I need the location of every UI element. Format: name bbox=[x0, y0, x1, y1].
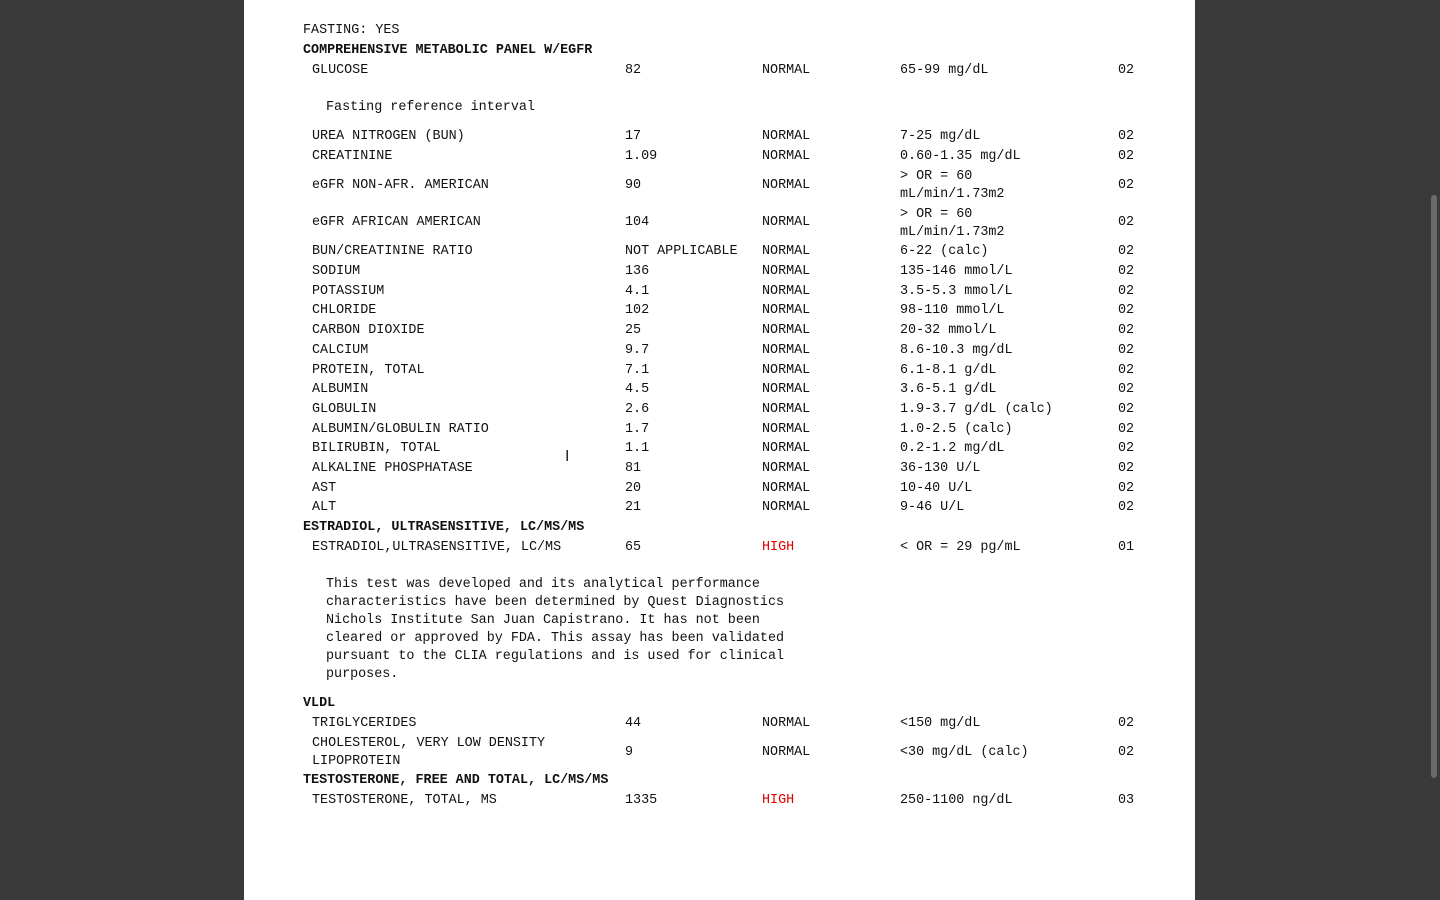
test-flag: NORMAL bbox=[762, 149, 811, 164]
test-value: 82 bbox=[625, 63, 642, 78]
test-flag: NORMAL bbox=[762, 343, 811, 358]
test-flag: NORMAL bbox=[762, 422, 811, 437]
reference-range: 20-32 mmol/L bbox=[900, 323, 997, 338]
lab-code: 02 bbox=[1118, 303, 1135, 318]
reference-range: 6-22 (calc) bbox=[900, 244, 989, 259]
test-name: BUN/CREATININE RATIO bbox=[312, 244, 473, 259]
test-name: CARBON DIOXIDE bbox=[312, 323, 425, 338]
test-name: CHLORIDE bbox=[312, 303, 377, 318]
test-value: NOT APPLICABLE bbox=[625, 244, 738, 259]
text-cursor-icon: I bbox=[565, 447, 570, 465]
test-flag: NORMAL bbox=[762, 745, 811, 760]
reference-range: 0.2-1.2 mg/dL bbox=[900, 441, 1005, 456]
lab-code: 02 bbox=[1118, 461, 1135, 476]
reference-range: 65-99 mg/dL bbox=[900, 63, 989, 78]
lab-code: 02 bbox=[1118, 716, 1135, 731]
note-line: purposes. bbox=[326, 667, 399, 682]
test-value: 2.6 bbox=[625, 402, 650, 417]
test-name: BILIRUBIN, TOTAL bbox=[312, 441, 441, 456]
test-flag: NORMAL bbox=[762, 500, 811, 515]
section-title-estradiol: ESTRADIOL, ULTRASENSITIVE, LC/MS/MS bbox=[303, 520, 585, 535]
test-value: 9.7 bbox=[625, 343, 650, 358]
reference-range: 6.1-8.1 g/dL bbox=[900, 363, 997, 378]
test-flag: NORMAL bbox=[762, 215, 811, 230]
vertical-scrollbar[interactable] bbox=[1431, 195, 1437, 778]
test-name: GLOBULIN bbox=[312, 402, 377, 417]
test-value: 1.7 bbox=[625, 422, 650, 437]
reference-range: 1.9-3.7 g/dL (calc) bbox=[900, 402, 1053, 417]
lab-code: 02 bbox=[1118, 363, 1135, 378]
note-line: cleared or approved by FDA. This assay has been validated bbox=[326, 631, 785, 646]
reference-range: 135-146 mmol/L bbox=[900, 264, 1013, 279]
test-flag: NORMAL bbox=[762, 402, 811, 417]
lab-code: 02 bbox=[1118, 284, 1135, 299]
lab-code: 02 bbox=[1118, 264, 1135, 279]
test-name: ALBUMIN bbox=[312, 382, 369, 397]
test-flag: NORMAL bbox=[762, 363, 811, 378]
test-flag: NORMAL bbox=[762, 441, 811, 456]
test-flag: NORMAL bbox=[762, 716, 811, 731]
test-flag: NORMAL bbox=[762, 382, 811, 397]
test-flag: NORMAL bbox=[762, 63, 811, 78]
reference-range: 0.60-1.35 mg/dL bbox=[900, 149, 1021, 164]
section-title-testosterone: TESTOSTERONE, FREE AND TOTAL, LC/MS/MS bbox=[303, 773, 609, 788]
document-page bbox=[244, 0, 1195, 900]
section-title-vldl: VLDL bbox=[303, 696, 336, 711]
lab-code: 03 bbox=[1118, 793, 1135, 808]
lab-code: 02 bbox=[1118, 402, 1135, 417]
test-name: ESTRADIOL,ULTRASENSITIVE, LC/MS bbox=[312, 540, 562, 555]
reference-range: > OR = 60 bbox=[900, 169, 973, 184]
test-value: 17 bbox=[625, 129, 642, 144]
note-line: This test was developed and its analytical performance bbox=[326, 577, 760, 592]
test-flag: NORMAL bbox=[762, 323, 811, 338]
lab-code: 02 bbox=[1118, 382, 1135, 397]
reference-range: 36-130 U/L bbox=[900, 461, 981, 476]
lab-code: 02 bbox=[1118, 244, 1135, 259]
section-title-cmp: COMPREHENSIVE METABOLIC PANEL W/EGFR bbox=[303, 43, 593, 58]
note-line: pursuant to the CLIA regulations and is used for clinical bbox=[326, 649, 785, 664]
test-flag: NORMAL bbox=[762, 178, 811, 193]
test-name: CREATININE bbox=[312, 149, 393, 164]
test-flag: NORMAL bbox=[762, 461, 811, 476]
test-name: TRIGLYCERIDES bbox=[312, 716, 417, 731]
test-value: 81 bbox=[625, 461, 642, 476]
lab-code: 02 bbox=[1118, 500, 1135, 515]
test-name: PROTEIN, TOTAL bbox=[312, 363, 425, 378]
test-flag: NORMAL bbox=[762, 264, 811, 279]
reference-range: 1.0-2.5 (calc) bbox=[900, 422, 1013, 437]
reference-range: > OR = 60 bbox=[900, 207, 973, 222]
lab-code: 02 bbox=[1118, 63, 1135, 78]
lab-code: 02 bbox=[1118, 441, 1135, 456]
reference-range: < OR = 29 pg/mL bbox=[900, 540, 1021, 555]
test-value: 4.5 bbox=[625, 382, 650, 397]
test-name: AST bbox=[312, 481, 337, 496]
reference-range: <30 mg/dL (calc) bbox=[900, 745, 1029, 760]
lab-code: 02 bbox=[1118, 129, 1135, 144]
test-name: GLUCOSE bbox=[312, 63, 369, 78]
test-value: 44 bbox=[625, 716, 642, 731]
reference-range-cont: mL/min/1.73m2 bbox=[900, 225, 1005, 240]
reference-range: 9-46 U/L bbox=[900, 500, 965, 515]
test-value: 65 bbox=[625, 540, 642, 555]
reference-range: 3.5-5.3 mmol/L bbox=[900, 284, 1013, 299]
reference-range: 10-40 U/L bbox=[900, 481, 973, 496]
reference-range: 8.6-10.3 mg/dL bbox=[900, 343, 1013, 358]
reference-range-cont: mL/min/1.73m2 bbox=[900, 187, 1005, 202]
test-name: CHOLESTEROL, VERY LOW DENSITY bbox=[312, 736, 546, 751]
test-value: 1335 bbox=[625, 793, 658, 808]
test-name: eGFR NON-AFR. AMERICAN bbox=[312, 178, 489, 193]
test-value: 1.09 bbox=[625, 149, 658, 164]
test-value: 4.1 bbox=[625, 284, 650, 299]
test-name: SODIUM bbox=[312, 264, 361, 279]
lab-code: 02 bbox=[1118, 215, 1135, 230]
test-name: ALBUMIN/GLOBULIN RATIO bbox=[312, 422, 489, 437]
test-name: POTASSIUM bbox=[312, 284, 385, 299]
lab-code: 02 bbox=[1118, 149, 1135, 164]
lab-code: 02 bbox=[1118, 422, 1135, 437]
test-value: 9 bbox=[625, 745, 634, 760]
lab-code: 02 bbox=[1118, 745, 1135, 760]
test-value: 102 bbox=[625, 303, 650, 318]
test-value: 21 bbox=[625, 500, 642, 515]
test-flag-high: HIGH bbox=[762, 793, 795, 808]
test-name: UREA NITROGEN (BUN) bbox=[312, 129, 465, 144]
test-value: 104 bbox=[625, 215, 650, 230]
test-flag: NORMAL bbox=[762, 303, 811, 318]
test-value: 20 bbox=[625, 481, 642, 496]
test-value: 1.1 bbox=[625, 441, 650, 456]
test-flag: NORMAL bbox=[762, 284, 811, 299]
fasting-line: FASTING: YES bbox=[303, 23, 400, 38]
test-value: 7.1 bbox=[625, 363, 650, 378]
lab-code: 02 bbox=[1118, 323, 1135, 338]
reference-range: 250-1100 ng/dL bbox=[900, 793, 1013, 808]
test-name: CALCIUM bbox=[312, 343, 369, 358]
lab-code: 02 bbox=[1118, 343, 1135, 358]
reference-range: 3.6-5.1 g/dL bbox=[900, 382, 997, 397]
note-line: Nichols Institute San Juan Capistrano. It has not been bbox=[326, 613, 760, 628]
test-value: 136 bbox=[625, 264, 650, 279]
reference-range: <150 mg/dL bbox=[900, 716, 981, 731]
test-value: 25 bbox=[625, 323, 642, 338]
reference-range: 7-25 mg/dL bbox=[900, 129, 981, 144]
test-name: ALT bbox=[312, 500, 337, 515]
test-flag: NORMAL bbox=[762, 481, 811, 496]
test-flag-high: HIGH bbox=[762, 540, 795, 555]
lab-code: 02 bbox=[1118, 178, 1135, 193]
test-name: TESTOSTERONE, TOTAL, MS bbox=[312, 793, 497, 808]
test-value: 90 bbox=[625, 178, 642, 193]
test-flag: NORMAL bbox=[762, 244, 811, 259]
test-name: eGFR AFRICAN AMERICAN bbox=[312, 215, 481, 230]
lab-code: 02 bbox=[1118, 481, 1135, 496]
test-flag: NORMAL bbox=[762, 129, 811, 144]
test-name: ALKALINE PHOSPHATASE bbox=[312, 461, 473, 476]
note-line: characteristics have been determined by Quest Diagnostics bbox=[326, 595, 785, 610]
reference-range: 98-110 mmol/L bbox=[900, 303, 1005, 318]
lab-code: 01 bbox=[1118, 540, 1135, 555]
test-name-cont: LIPOPROTEIN bbox=[312, 754, 401, 769]
glucose-note: Fasting reference interval bbox=[326, 100, 535, 115]
